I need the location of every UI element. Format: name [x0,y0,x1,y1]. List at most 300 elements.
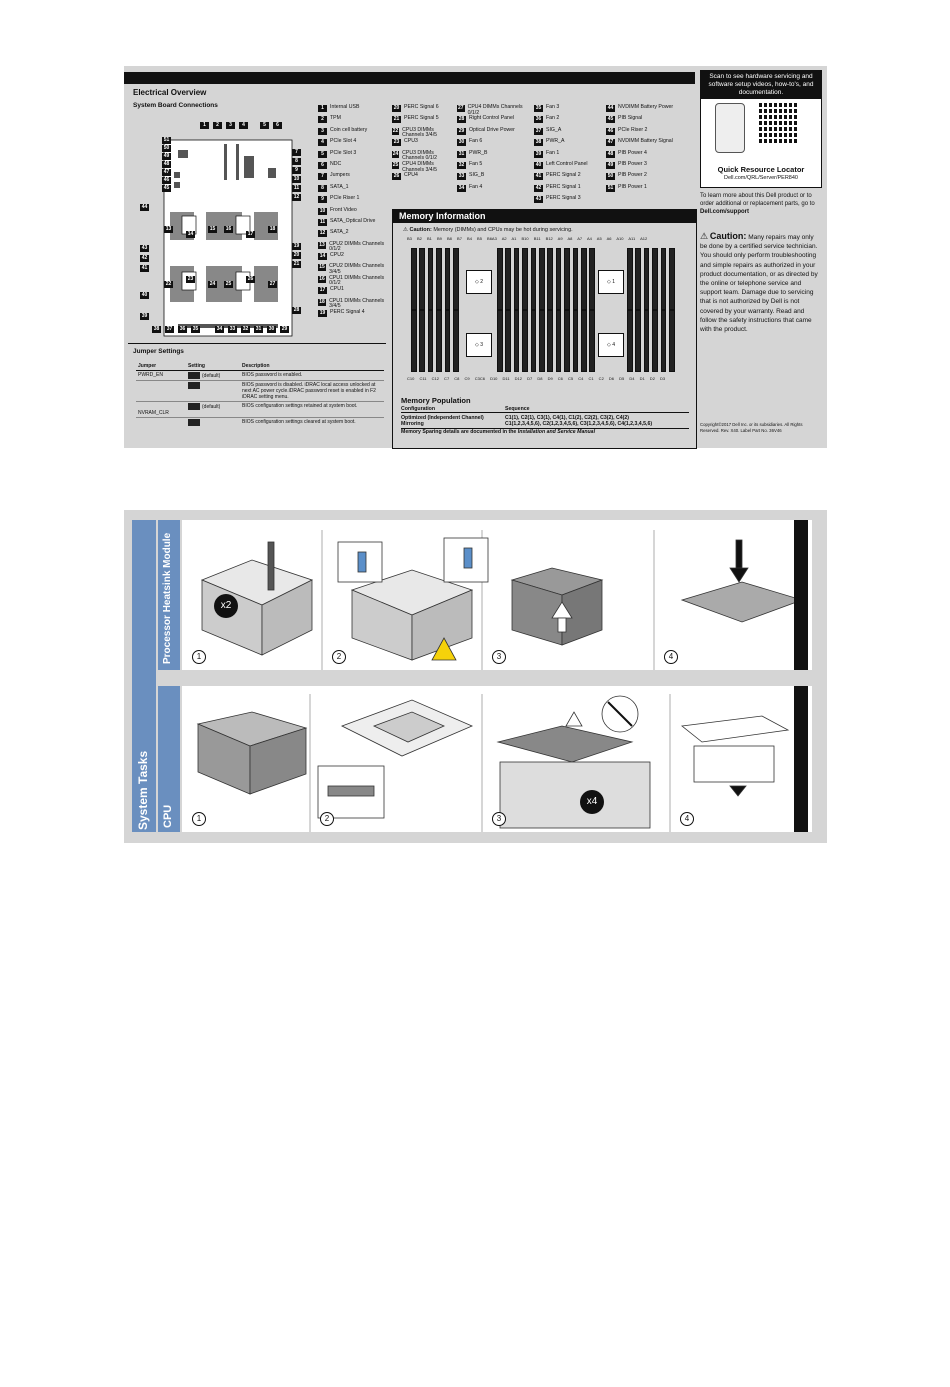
legend-number: 3 [318,128,327,135]
callout: 34 [216,326,223,332]
cpu-socket-4 [598,333,624,357]
legend-item [457,161,525,172]
legend-text: NVDIMM Battery Signal [618,138,673,145]
legend-text: PERC Signal 5 [404,115,439,122]
cpu-icon: ◇ [474,342,479,348]
legend-item [318,275,390,286]
cpu-illustrations [182,686,812,832]
sparing-note [401,428,689,435]
config-header: Configuration [401,406,435,412]
callout: 51 [163,137,170,143]
callout: 33 [229,326,236,332]
legend-number: 28 [458,116,465,123]
board-callouts-left-top [162,136,176,193]
board-callouts-bottom [152,325,292,333]
legend-item [392,150,456,161]
board-callouts-top [200,121,285,129]
callout: 18 [269,226,276,232]
legend-item [318,184,390,195]
setting-text: (default) [202,372,221,379]
legend-item [318,115,390,126]
table-row [136,371,384,381]
dimm-slot [436,248,442,310]
callout: 7 [292,149,301,156]
legend-item [318,218,390,229]
legend-item [457,127,525,138]
callout: 30 [268,326,275,332]
caution-label: Caution: [409,227,432,233]
description-cell: BIOS password is enabled. [240,371,384,381]
legend-number: 47 [607,139,614,146]
dimm-slot [505,248,511,310]
table-row [136,402,384,418]
legend-text: Fan 2 [546,115,560,122]
right-column [700,70,822,444]
copyright: Copyright©2017 Dell Inc. or its subsidiaries. All Rights Reserved. Rev. X40. Label Part No. 36V46 [700,422,803,433]
system-tasks-tab [132,520,156,832]
legend-text: PWR_B [469,149,488,156]
dimm-slot [505,310,511,372]
dimm-slot [547,248,553,310]
legend-text: Fan 1 [546,149,560,156]
heatsink-steps-row [182,520,812,670]
caution-text: Memory (DIMMs) and CPUs may be hot during servicing. [433,227,573,233]
dimm-slot [453,310,459,372]
scan-text: Scan to see hardware servicing and software setup videos, how-to's, and documentation. [701,71,821,99]
callout: 42 [141,255,148,261]
legend-text: PCIe Slot 4 [330,138,357,145]
legend-text: Right Control Panel [469,115,514,122]
setting-header: Setting [186,362,240,371]
setting-cell [186,371,240,381]
support-link[interactable]: Dell.com/support [700,209,750,215]
legend-number: 40 [535,161,542,168]
board-callouts-right [292,148,306,201]
legend-number: 22 [392,127,399,134]
legend-item [392,127,456,138]
legend-text: PCIe Riser 2 [618,126,648,133]
step-2: 2 [332,650,346,664]
legend-item [318,309,390,320]
sparing-note-text: Memory Sparing details are documented in the [401,429,518,435]
legend-text: CPU3 DIMMs Channels 3/4/5 [402,126,438,139]
legend-text: PIB Power 3 [618,160,647,167]
dimm-slot [453,248,459,310]
legend-item [534,127,604,138]
caution-text: Many repairs may only be done by a certified service technician. You should only perform troubleshooting and simple repairs as authorized in your product documentation, or as directed by the online or telephone service and support team. Damage due to servicing that is not authorized by Dell is not covered by your warranty. Read and follow the safety instructions that came with the product. [700,234,818,334]
top-bar [124,72,695,84]
system-tasks-title: System Tasks [136,750,150,830]
callout: 46 [163,177,170,183]
dimm-slot [573,310,579,372]
callout: 31 [255,326,262,332]
dimm-slot [428,248,434,310]
description-header: Description [240,362,384,371]
dimm-slot [635,310,641,372]
setting-cell [186,381,240,402]
locator-url[interactable]: Dell.com/QRL/Server/PER840 [724,175,798,181]
step-1: 1 [192,812,206,826]
heatsink-illustrations [182,520,812,670]
dimm-slot [419,310,425,372]
sequence-header: Sequence [505,406,530,412]
dimm-slot [445,310,451,372]
legend-text: NVDIMM Battery Power [618,104,674,110]
memory-information [392,209,697,449]
jumper-cell: NVRAM_CLR [136,402,186,418]
dimm-slot [635,248,641,310]
x4-badge: x4 [580,790,604,814]
legend-text: PIB Power 2 [618,172,647,179]
legend-item [318,298,390,309]
legend-number: 42 [535,184,542,191]
legend-number: 17 [319,287,326,294]
dimm-slot [564,248,570,310]
legend-number: 29 [458,127,465,134]
dimm-slot [661,248,667,310]
cpu-label: 2 [480,279,484,285]
electrical-overview-label [124,66,827,448]
legend-number: 16 [319,275,325,282]
legend-text: CPU3 [404,138,418,145]
legend-number: 14 [319,253,326,260]
legend-item [534,161,604,172]
legend-number: 5 [318,151,327,158]
dimm-slot [445,248,451,310]
legend-text: CPU1 DIMMs Channels 0/1/2 [329,274,385,287]
setting-text: (default) [202,403,221,410]
dimm-slot [514,310,520,372]
legend-number: 6 [318,162,327,169]
legend-item [318,127,390,138]
legend-text: PERC Signal 2 [546,172,581,179]
legend-number: 24 [392,150,399,157]
legend-text: Optical Drive Power [469,126,515,133]
legend-number: 20 [393,105,400,111]
legend-number: 10 [319,207,326,214]
legend-number: 48 [607,150,614,157]
legend-item [392,115,456,126]
callout: 43 [141,245,148,251]
callout: 35 [192,326,199,332]
sequence-cell: C1(1,2,3,4,5,6), C2(1,2,3,4,5,6), C3(1,2,3,4,5,6), C4(1,2,3,4,5,6) [505,421,653,427]
dimm-slot [589,248,595,310]
qrl-box [700,70,822,188]
legend-text: NDC [330,160,342,167]
callout: 50 [163,145,170,151]
dimm-slot [497,248,503,310]
callout: 36 [179,326,186,332]
callout: 9 [292,167,301,174]
callout: 40 [141,292,148,298]
cpu-icon: ◇ [606,342,611,348]
legend-text: CPU4 DIMMs Channels 0/1/2 [467,104,523,116]
callout: 2 [213,122,222,129]
legend-number: 25 [392,161,399,168]
legend-number: 7 [318,173,327,180]
dimm-slot [581,248,587,310]
legend-item [534,195,604,206]
callout: 14 [187,231,194,237]
legend-text: Fan 4 [469,183,483,190]
dimm-slot [644,310,650,372]
legend-number: 34 [458,184,465,191]
dimm-slot [428,310,434,372]
dimm-slot [419,248,425,310]
legend-number: 39 [535,150,542,157]
step-2: 2 [320,812,334,826]
cpu-steps-row [182,686,812,832]
sequence-cell: C1(1), C2(1), C3(1), C4(1), C1(2), C2(2), C3(2), C4(2) [505,415,629,421]
callout: 21 [293,261,300,267]
heatsink-title: Processor Heatsink Module [162,532,173,664]
callout: 8 [292,158,301,165]
cpu-socket-1 [598,270,624,294]
jumper-icon [188,403,200,410]
callout: 6 [273,122,282,129]
dimm-slot [522,310,528,372]
legend-text: PIB Power 4 [618,149,647,156]
dimm-slot [644,248,650,310]
legend-text: SIG_B [469,172,485,179]
legend-item [457,184,525,195]
service-caution [700,232,820,334]
legend-text: PIB Power 1 [618,183,647,190]
manual-title: Installation and Service Manual [517,429,596,435]
legend-item [606,104,694,115]
legend-item [318,104,390,115]
legend-text: CPU1 [330,286,344,293]
legend-item [318,263,390,274]
legend-text: PERC Signal 4 [330,309,365,316]
dimm-slots-bottom: C10 C11 C12 C7 C8 C9 C3C6 D10 D11 D12 D7 D8 D9 C6 C5 C4 C1 C2 D6 D5 D4 D1 D2 D3 [407,376,666,381]
dimm-slot [531,310,537,372]
legend-item [392,138,456,149]
legend-text: Fan 6 [469,138,483,145]
phone-icon [715,103,745,153]
config-cell: Mirroring [401,421,424,427]
callout: 1 [200,122,209,129]
legend-number: 27 [458,105,464,111]
legend-text: CPU4 [404,172,418,179]
dimm-slot [589,310,595,372]
legend-item [606,150,694,161]
legend-number: 35 [535,105,542,111]
legend-item [606,184,694,195]
legend-number: 9 [318,196,327,203]
dimm-slot [581,310,587,372]
description-cell: BIOS configuration settings cleared at system boot. [242,419,356,425]
dimm-slot [627,248,633,310]
dimm-slot [669,248,675,310]
warning-icon: ⚠ [403,227,408,233]
legend-text: SIG_A [546,126,562,133]
legend-number: 21 [393,116,400,123]
callout: 49 [163,153,170,159]
step-3: 3 [492,812,506,826]
legend-number: 31 [458,150,465,157]
legend-text: Internal USB [330,104,360,110]
legend-text: CPU2 DIMMs Channels 0/1/2 [329,240,385,253]
legend-number: 38 [535,139,542,146]
legend-item [606,115,694,126]
description-cell: BIOS configuration settings retained at system boot. [240,402,384,418]
callout: 24 [209,281,216,287]
setting-cell [186,418,240,428]
legend-text: SATA_1 [330,183,349,190]
callout: 3 [226,122,235,129]
legend-number: 51 [607,184,614,191]
jumper-icon [188,382,200,389]
legend-item [534,172,604,183]
legend-text: SATA_Optical Drive [330,217,376,224]
legend-number: 1 [318,105,327,112]
legend-item [457,115,525,126]
dimm-slot [573,248,579,310]
setting-cell [186,402,240,418]
cpu-socket-3 [466,333,492,357]
legend-number: 46 [607,127,614,134]
dimm-slot [547,310,553,372]
learn-more [700,192,822,216]
legend-text: CPU2 DIMMs Channels 3/4/5 [329,263,385,276]
callout: 41 [141,265,148,271]
dimm-slot [539,248,545,310]
table-row [136,418,384,428]
callout: 48 [163,161,170,167]
legend-text: Fan 5 [469,160,483,167]
dimm-slot [564,310,570,372]
dimm-slot [661,310,667,372]
dimm-slot [556,310,562,372]
callout: 4 [239,122,248,129]
legend-number: 11 [319,218,326,225]
legend-item [534,104,604,115]
step-4: 4 [664,650,678,664]
legend-number: 49 [607,161,614,168]
jumper-cell [136,418,186,428]
legend-item [457,138,525,149]
dimm-slot [436,310,442,372]
heatsink-tab [158,520,180,670]
legend-number: 50 [607,173,614,180]
dimm-slot [411,248,417,310]
learn-more-text: To learn more about this Dell product or to order additional or replacement parts, go to [700,193,815,207]
config-cell: Optimized (Independent Channel) [401,415,484,421]
callout: 17 [247,231,254,237]
legend-text: CPU4 DIMMs Channels 3/4/5 [402,160,438,173]
callout: 11 [293,185,300,191]
legend-column-2 [392,104,456,184]
callout: 38 [153,326,160,332]
legend-number: 30 [458,139,465,146]
callout: 47 [163,169,170,175]
callout: 22 [165,281,172,287]
legend-number: 45 [607,116,614,123]
cpu-tab [158,686,180,832]
jumper-settings [128,343,386,448]
table-row [136,381,384,402]
board-callouts-left-mid [140,244,154,272]
legend-number: 23 [393,139,400,146]
legend-text: Jumpers [330,172,350,179]
legend-item [318,172,390,183]
callout: 27 [269,281,276,287]
legend-text: Coin cell battery [330,126,368,133]
legend-item [318,286,390,297]
legend-item [318,207,390,218]
jumper-table [136,362,384,427]
legend-item [392,161,456,172]
callout: 45 [163,185,170,191]
callout: 44 [141,204,148,210]
locator-title: Quick Resource Locator [717,165,805,174]
callout: 39 [141,313,148,319]
table-row [401,421,689,427]
legend-item [318,161,390,172]
legend-number: 2 [318,116,327,123]
legend-number: 13 [319,241,325,248]
jumper-header: Jumper [136,362,186,371]
jumper-icon [188,372,200,379]
callout: 25 [225,281,232,287]
jumper-cell: PWRD_EN [136,371,186,381]
legend-text: CPU2 [330,252,344,259]
legend-item [318,195,390,206]
callout: 20 [293,252,300,258]
memory-population [401,396,689,435]
legend-text: PERC Signal 6 [404,104,439,110]
step-3: 3 [492,650,506,664]
callout: 19 [293,243,300,249]
legend-item [318,252,390,263]
legend-text: PERC Signal 3 [546,195,581,202]
dimm-slot [514,248,520,310]
dimm-slot [556,248,562,310]
population-title: Memory Population [401,396,471,405]
legend-number: 44 [607,105,614,111]
legend-item [318,150,390,161]
legend-text: Left Control Panel [546,160,588,167]
step-1: 1 [192,650,206,664]
dimm-slot [522,248,528,310]
callout: 28 [293,307,300,313]
callout: 10 [293,176,300,182]
legend-item [606,127,694,138]
legend-text: CPU3 DIMMs Channels 0/1/2 [402,149,438,162]
legend-number: 26 [393,173,400,180]
callout: 15 [209,226,216,232]
description-cell: BIOS password is disabled. iDRAC local access unlocked at next AC power cycle.iDRAC password reset is enabled in F2 iDRAC setting menu. [240,381,384,402]
legend-text: Front Video [330,206,357,213]
legend-text: PCIe Slot 3 [330,149,357,156]
legend-number: 43 [535,196,542,203]
qr-code-overlay [759,103,799,143]
callout: 13 [165,226,172,232]
legend-column-3 [457,104,525,195]
jumper-icon [188,419,200,426]
cpu-icon: ◇ [474,279,479,285]
callout: 12 [293,194,300,200]
legend-item [392,104,456,115]
legend-column-4 [534,104,604,207]
legend-text: PIB Signal [618,115,643,122]
legend-text: PWR_A [546,138,565,145]
legend-item [457,150,525,161]
step-4: 4 [680,812,694,826]
dimm-slot [531,248,537,310]
cpu-title: CPU [162,804,174,828]
